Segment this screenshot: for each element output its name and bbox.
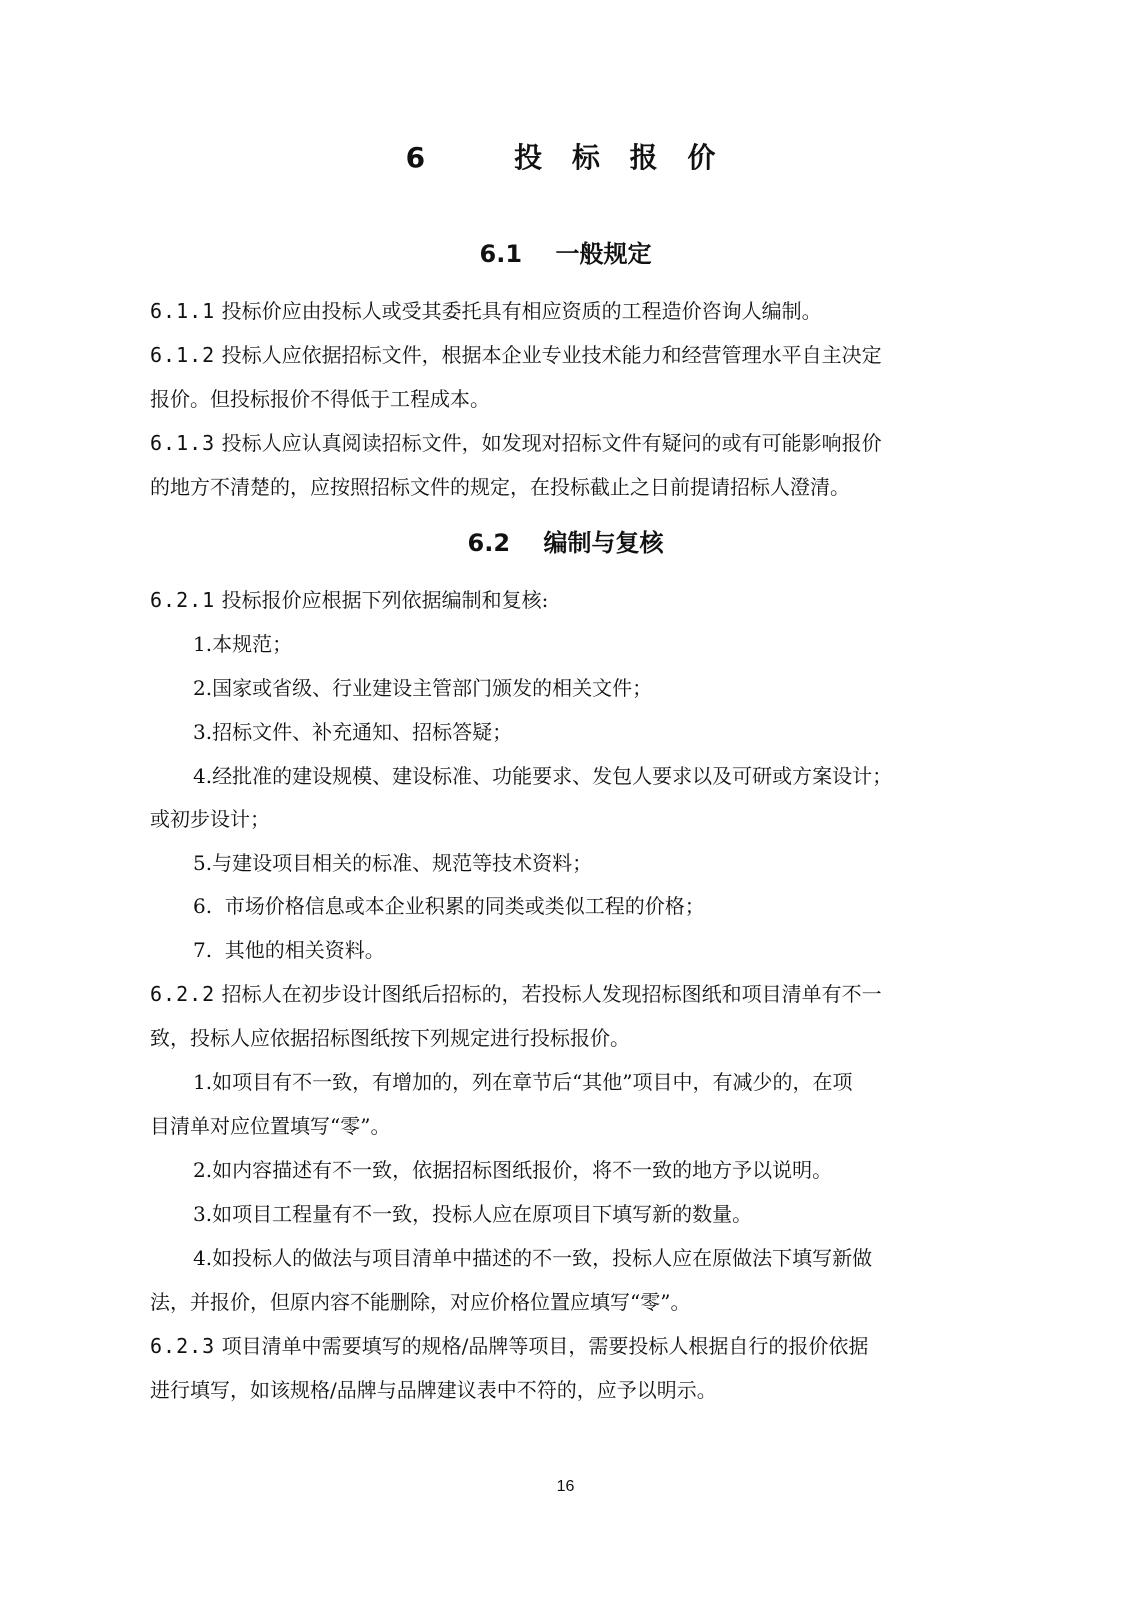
list-item: 7. 其他的相关资料。: [193, 938, 385, 962]
clause-6-2-2: [150, 980, 882, 1008]
clause-6-1-1: [150, 297, 822, 325]
clause-6-1-2: [150, 341, 882, 369]
list-item: 4.经批准的建设规模、建设标准、功能要求、发包人要求以及可研或方案设计；: [193, 764, 893, 788]
clause-number: 6.1.3: [150, 431, 216, 455]
clause-6-2-2-continuation: 致，投标人应依据招标图纸按下列规定进行投标报价。: [150, 1026, 630, 1050]
clause-6-2-1: [150, 586, 548, 614]
list-item: 5.与建设项目相关的标准、规范等技术资料；: [193, 851, 593, 875]
clause-text: 投标报价应根据下列依据编制和复核:: [215, 588, 549, 612]
list-item: 1.本规范；: [193, 632, 293, 656]
clause-text: 投标价应由投标人或受其委托具有相应资质的工程造价咨询人编制。: [215, 299, 822, 323]
list-item-continuation: 目清单对应位置填写“零”。: [150, 1114, 391, 1138]
list-item: 2.国家或省级、行业建设主管部门颁发的相关文件；: [193, 676, 653, 700]
clause-number: 6.2.2: [150, 982, 216, 1006]
page-number: 16: [556, 1478, 575, 1495]
clause-6-2-3: [150, 1332, 868, 1360]
clause-6-1-3-continuation: 的地方不清楚的，应按照招标文件的规定，在投标截止之日前提请招标人澄清。: [150, 475, 850, 499]
clause-text: 项目清单中需要填写的规格/品牌等项目，需要投标人根据自行的报价依据: [215, 1334, 869, 1358]
clause-number: 6.2.3: [150, 1334, 216, 1358]
list-item: 2.如内容描述有不一致，依据招标图纸报价，将不一致的地方予以说明。: [193, 1158, 833, 1182]
section-title-6-1: 6.1 一般规定: [479, 240, 652, 268]
list-item-continuation: 法，并报价，但原内容不能删除，对应价格位置应填写“零”。: [150, 1290, 691, 1314]
clause-text: 招标人在初步设计图纸后招标的，若投标人发现招标图纸和项目清单有不一: [215, 982, 882, 1006]
clause-6-1-2-continuation: 报价。但投标报价不得低于工程成本。: [150, 387, 490, 411]
list-item: 1.如项目有不一致，有增加的，列在章节后“其他”项目中，有减少的，在项: [193, 1070, 853, 1094]
clause-number: 6.2.1: [150, 588, 216, 612]
clause-6-2-3-continuation: 进行填写，如该规格/品牌与品牌建议表中不符的，应予以明示。: [150, 1378, 717, 1402]
chapter-title: 6 投 标 报 价: [405, 141, 726, 174]
list-item: 6. 市场价格信息或本企业积累的同类或类似工程的价格；: [193, 894, 705, 918]
list-item: 4.如投标人的做法与项目清单中描述的不一致，投标人应在原做法下填写新做: [193, 1246, 873, 1270]
list-item-continuation: 或初步设计；: [150, 807, 270, 831]
clause-text: 投标人应认真阅读招标文件，如发现对招标文件有疑问的或有可能影响报价: [215, 431, 882, 455]
clause-number: 6.1.1: [150, 299, 216, 323]
clause-text: 投标人应依据招标文件，根据本企业专业技术能力和经营管理水平自主决定: [215, 343, 882, 367]
list-item: 3.招标文件、补充通知、招标答疑；: [193, 720, 513, 744]
clause-6-1-3: [150, 429, 882, 457]
list-item: 3.如项目工程量有不一致，投标人应在原项目下填写新的数量。: [193, 1202, 753, 1226]
clause-number: 6.1.2: [150, 343, 216, 367]
section-title-6-2: 6.2 编制与复核: [467, 529, 664, 557]
